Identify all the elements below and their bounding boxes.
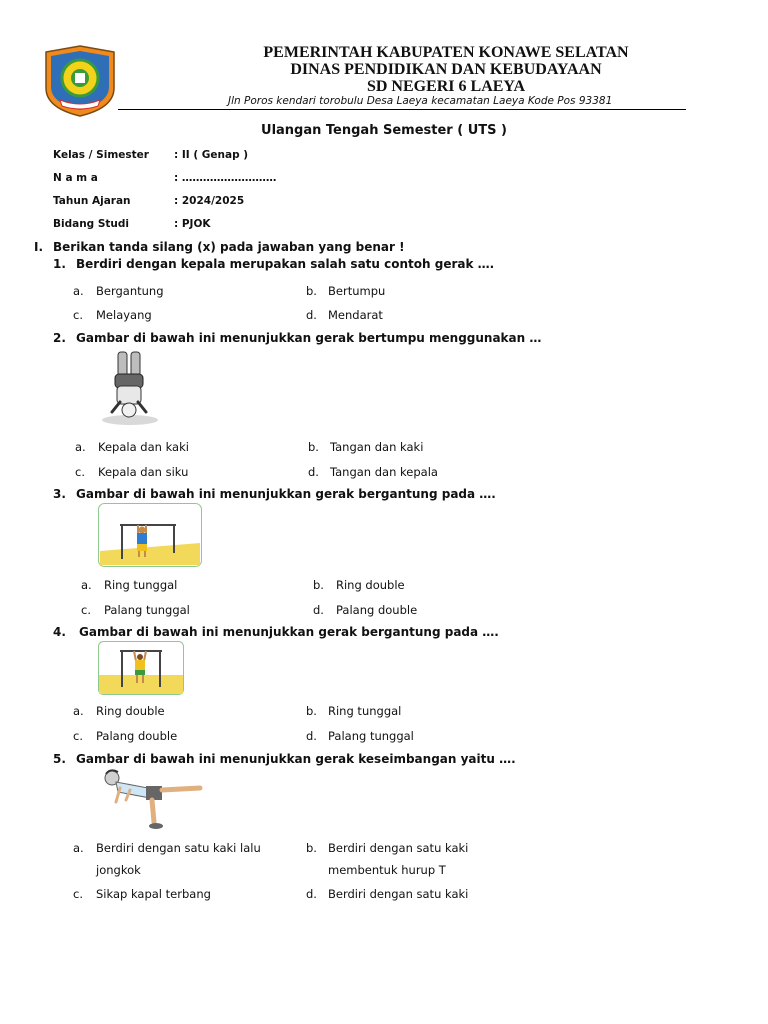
q1-option-a-letter: a.: [73, 284, 84, 298]
q4-option-a[interactable]: Ring double: [96, 704, 165, 718]
q1-option-a[interactable]: Bergantung: [96, 284, 164, 298]
q1-option-d[interactable]: Mendarat: [328, 308, 383, 322]
q5-option-b-letter: b.: [306, 841, 317, 855]
q5-option-a[interactable]: Berdiri dengan satu kaki lalu: [96, 841, 261, 855]
q1-option-c[interactable]: Melayang: [96, 308, 152, 322]
single-bar-illustration: [98, 503, 202, 571]
q3-option-c[interactable]: Palang tunggal: [104, 603, 190, 617]
question-3-number: 3.: [53, 487, 66, 501]
q3-option-a[interactable]: Ring tunggal: [104, 578, 178, 592]
q2-option-d-letter: d.: [308, 465, 319, 479]
q5-option-d[interactable]: Berdiri dengan satu kaki: [328, 887, 469, 901]
airplane-balance-pose-icon: [100, 768, 204, 830]
q1-option-c-letter: c.: [73, 308, 83, 322]
q4-option-a-letter: a.: [73, 704, 84, 718]
identity-label-subject: Bidang Studi: [53, 218, 130, 230]
identity-label-name: N a m a: [53, 172, 98, 184]
q4-option-b[interactable]: Ring tunggal: [328, 704, 402, 718]
header-school: SD NEGERI 6 LAEYA: [366, 78, 526, 95]
q5-option-a-line2[interactable]: jongkok: [96, 863, 141, 877]
double-bar-illustration: [98, 641, 184, 699]
question-2-number: 2.: [53, 331, 66, 345]
question-1-text: Berdiri dengan kepala merupakan salah satu contoh gerak ….: [76, 257, 495, 271]
q2-option-a[interactable]: Kepala dan kaki: [98, 440, 189, 454]
identity-value-subject: : PJOK: [174, 218, 211, 230]
regency-logo: [42, 44, 118, 118]
question-1-number: 1.: [53, 257, 66, 271]
identity-value-year: : 2024/2025: [174, 195, 245, 207]
q3-option-d[interactable]: Palang double: [336, 603, 418, 617]
headstand-icon: [100, 350, 160, 426]
headstand-illustration: [100, 350, 160, 430]
q1-option-b[interactable]: Bertumpu: [328, 284, 386, 298]
identity-value-name: : ………………………: [174, 172, 277, 184]
konawe-selatan-emblem-icon: [42, 44, 118, 118]
question-5-number: 5.: [53, 752, 66, 766]
header-government: PEMERINTAH KABUPATEN KONAWE SELATAN: [263, 44, 629, 61]
identity-value-class: : II ( Genap ): [174, 149, 249, 161]
q5-option-c-letter: c.: [73, 887, 83, 901]
q3-option-c-letter: c.: [81, 603, 91, 617]
q1-option-d-letter: d.: [306, 308, 317, 322]
q3-option-b[interactable]: Ring double: [336, 578, 405, 592]
q5-option-b-line2[interactable]: membentuk hurup T: [328, 863, 446, 877]
header-address: Jln Poros kendari torobulu Desa Laeya kecamatan Laeya Kode Pos 93381: [228, 95, 613, 107]
q3-option-a-letter: a.: [81, 578, 92, 592]
balance-pose-illustration: [100, 768, 204, 834]
question-4-text: Gambar di bawah ini menunjukkan gerak bergantung pada ….: [79, 625, 499, 639]
q2-option-d[interactable]: Tangan dan kepala: [330, 465, 438, 479]
q2-option-c[interactable]: Kepala dan siku: [98, 465, 189, 479]
header-department: DINAS PENDIDIKAN DAN KEBUDAYAAN: [290, 61, 602, 78]
q1-option-b-letter: b.: [306, 284, 317, 298]
section-number: I.: [34, 240, 44, 254]
horizontal-bar-hanging-icon: [98, 503, 202, 567]
q2-option-b[interactable]: Tangan dan kaki: [330, 440, 424, 454]
question-3-text: Gambar di bawah ini menunjukkan gerak bergantung pada ….: [76, 487, 496, 501]
section-instruction: Berikan tanda silang (x) pada jawaban yang benar !: [53, 240, 405, 254]
q3-option-b-letter: b.: [313, 578, 324, 592]
q3-option-d-letter: d.: [313, 603, 324, 617]
q4-option-b-letter: b.: [306, 704, 317, 718]
q5-option-b[interactable]: Berdiri dengan satu kaki: [328, 841, 469, 855]
q5-option-a-letter: a.: [73, 841, 84, 855]
header-divider: [118, 109, 686, 110]
q2-option-b-letter: b.: [308, 440, 319, 454]
q4-option-c[interactable]: Palang double: [96, 729, 178, 743]
q2-option-a-letter: a.: [75, 440, 86, 454]
q2-option-c-letter: c.: [75, 465, 85, 479]
q4-option-c-letter: c.: [73, 729, 83, 743]
q4-option-d[interactable]: Palang tunggal: [328, 729, 414, 743]
question-5-text: Gambar di bawah ini menunjukkan gerak keseimbangan yaitu ….: [76, 752, 516, 766]
identity-label-class: Kelas / Simester: [53, 149, 149, 161]
q5-option-c[interactable]: Sikap kapal terbang: [96, 887, 211, 901]
exam-title: Ulangan Tengah Semester ( UTS ): [261, 123, 507, 138]
question-2-text: Gambar di bawah ini menunjukkan gerak bertumpu menggunakan …: [76, 331, 542, 345]
double-bar-hanging-icon: [98, 641, 184, 695]
question-4-number: 4.: [53, 625, 66, 639]
q5-option-d-letter: d.: [306, 887, 317, 901]
q4-option-d-letter: d.: [306, 729, 317, 743]
identity-label-year: Tahun Ajaran: [53, 195, 131, 207]
